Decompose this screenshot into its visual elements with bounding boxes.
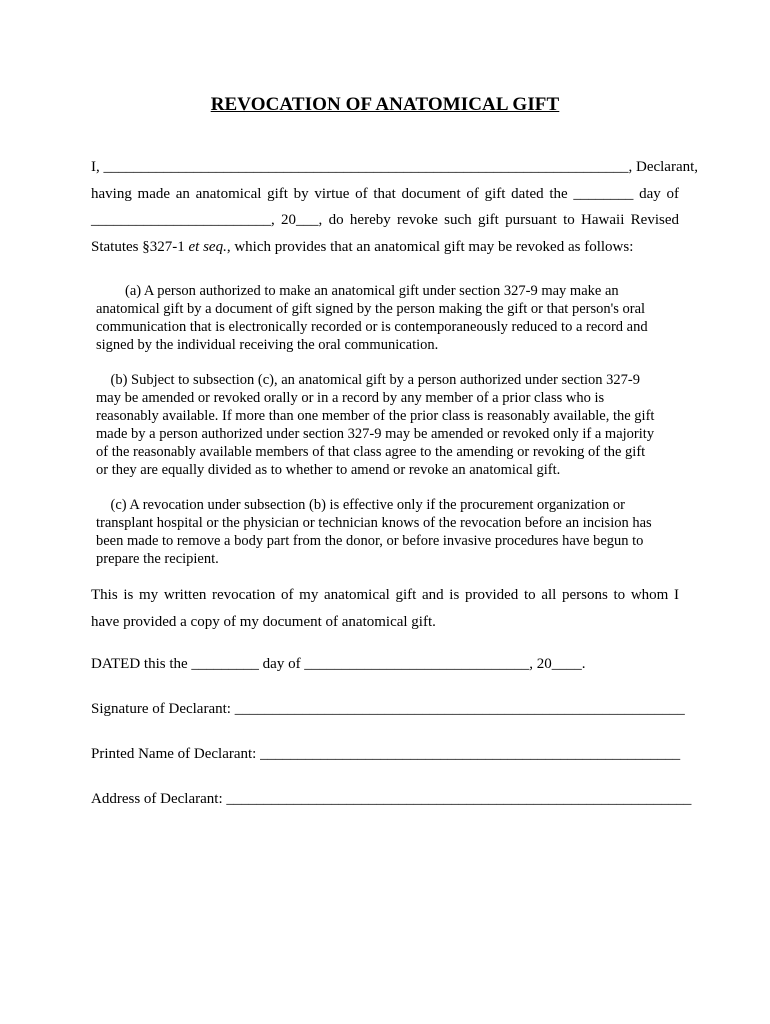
printed-name-field[interactable]: Printed Name of Declarant: ________________________________________________________ — [91, 746, 681, 762]
quoted-subsection-c — [96, 496, 680, 568]
quote-line: made by a person authorized under section 327-9 may be amended or revoked only if a majority — [96, 426, 655, 442]
quote-line: transplant hospital or the physician or technician knows of the revocation before an incision has — [96, 515, 652, 531]
statutes-continuation: , which provides that an anatomical gift may be revoked as follows: — [226, 238, 634, 255]
quote-line: (c) A revocation under subsection (b) is effective only if the procurement organization or — [96, 497, 625, 513]
quote-line: communication that is electronically recorded or is contemporaneously reduced to a record and — [96, 319, 648, 335]
quote-line: of the reasonably available members of that class agree to the amending or revoking of the gift — [96, 444, 646, 460]
quote-line: prepare the recipient. — [96, 551, 219, 567]
quoted-subsection-b — [96, 371, 680, 479]
intro-line-declarant: I, ______________________________________________________________________, Declarant, — [91, 159, 699, 175]
intro-line-gift-date: having made an anatomical gift by virtue of that document of gift dated the ________ day of — [91, 185, 679, 202]
intro-line-revoke: ________________________, 20___, do hereby revoke such gift pursuant to Hawaii Revised — [91, 212, 679, 228]
intro-paragraph — [91, 154, 699, 260]
statutes-text: Statutes §327-1 — [91, 238, 189, 255]
dated-field[interactable]: DATED this the _________ day of ______________________________, 20____. — [91, 656, 586, 672]
quote-line: (b) Subject to subsection (c), an anatomical gift by a person authorized under section 327-9 — [96, 372, 640, 388]
quote-line: or they are equally divided as to whether to amend or revoke an anatomical gift. — [96, 462, 561, 478]
quoted-subsection-a — [96, 282, 680, 354]
quote-line: (a) A person authorized to make an anatomical gift under section 327-9 may make an — [96, 283, 619, 299]
quote-line: anatomical gift by a document of gift signed by the person making the gift or that person's oral — [96, 301, 646, 317]
closing-paragraph — [91, 582, 679, 636]
quote-line: may be amended or revoked orally or in a record by any member of a prior class who is — [96, 390, 605, 406]
signature-field[interactable]: Signature of Declarant: ____________________________________________________________ — [91, 701, 685, 717]
intro-line-statutes — [91, 234, 679, 261]
quote-line: been made to remove a body part from the donor, or before invasive procedures have begun to — [96, 533, 644, 549]
document-title: REVOCATION OF ANATOMICAL GIFT — [210, 94, 560, 115]
quote-line: reasonably available. If more than one member of the prior class is reasonably available, the gift — [96, 408, 655, 424]
closing-line: have provided a copy of my document of anatomical gift. — [91, 614, 436, 630]
closing-line: This is my written revocation of my anatomical gift and is provided to all persons to whom I — [91, 587, 679, 603]
quote-line: signed by the individual receiving the oral communication. — [96, 337, 439, 353]
address-field[interactable]: Address of Declarant: ______________________________________________________________ — [91, 791, 692, 807]
et-seq-text: et seq. — [188, 238, 227, 255]
